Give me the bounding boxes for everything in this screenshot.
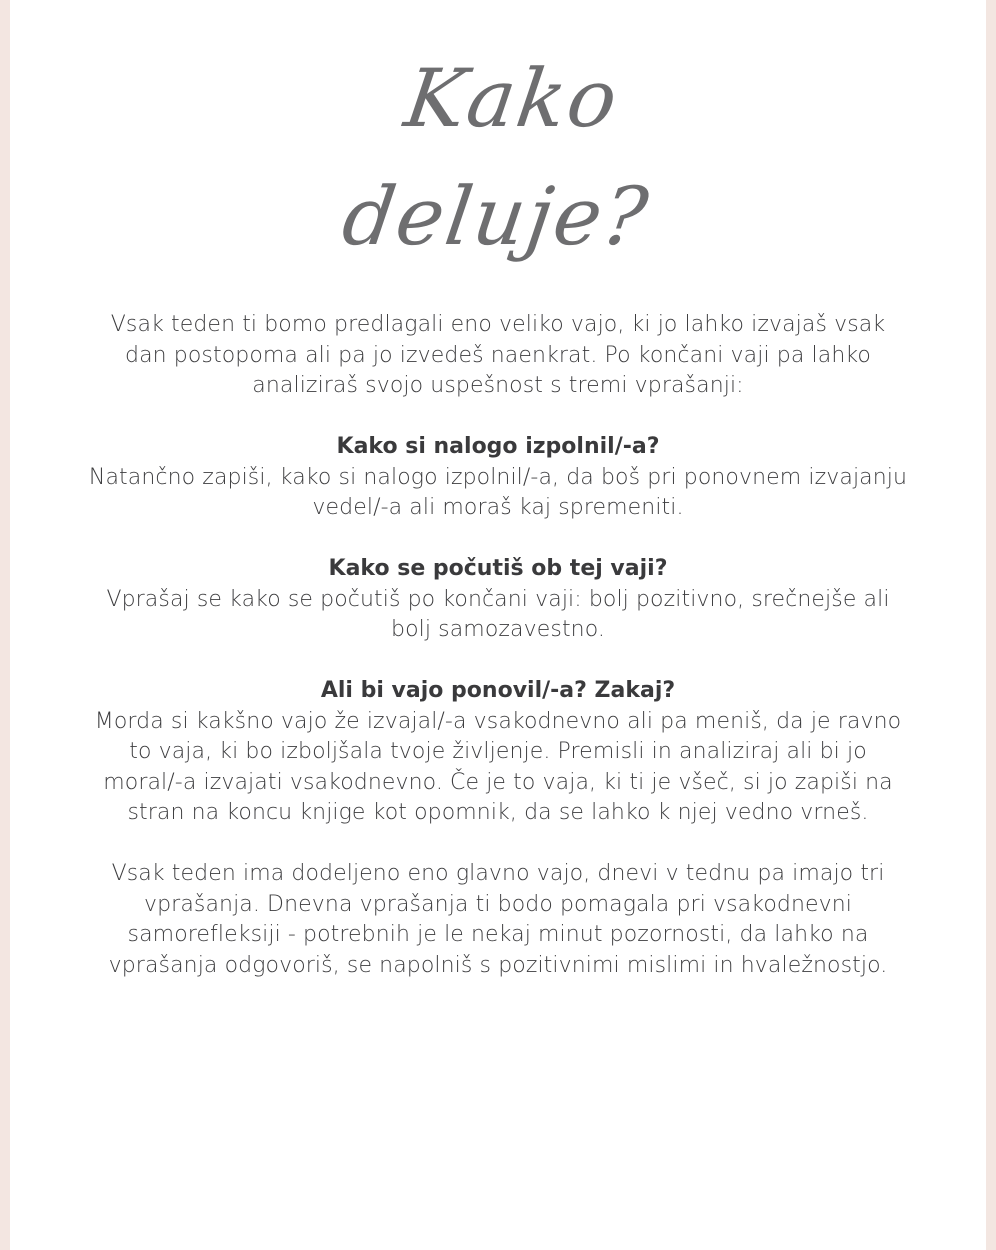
title-line-2: deluje? <box>337 170 655 263</box>
question-text-3: Morda si kakšno vajo že izvajal/-a vsakodnevno ali pa meniš, da je ravno to vaja, ki bo izboljšala tvoje življenje. Premisli in analiziraj ali bi jo moral/-a izvajati vsakodnevno. Če je to vaja, ki ti je všeč, si jo zapiši na stran na koncu knjige kot opomnik, da se lahko k njej vedno vrneš. <box>94 708 902 825</box>
title-line-1: Kako <box>399 52 625 145</box>
closing-paragraph: Vsak teden ima dodeljeno eno glavno vajo, dnevi v tednu pa imajo tri vprašanja. Dnevna vprašanja ti bodo pomagala pri vsakodnevni samorefleksiji - potrebnih je le nekaj minut pozornosti, da lahko na vprašanja odgovoriš, se napolniš s pozitivnimi mislimi in hvaležnostjo. <box>108 861 888 978</box>
body-text <box>88 310 908 981</box>
question-heading-2: Kako se počutiš ob tej vaji? <box>328 556 668 581</box>
question-text-2: Vprašaj se kako se počutiš po končani vaji: bolj pozitivno, srečnejše ali bolj samozavestno. <box>106 586 890 642</box>
intro-paragraph: Vsak teden ti bomo predlagali eno veliko vajo, ki jo lahko izvajaš vsak dan postopoma ali pa jo izvedeš naenkrat. Po končani vaji pa lahko analiziraš svojo uspešnost s tremi vprašanji: <box>110 312 886 398</box>
question-heading-1: Kako si nalogo izpolnil/-a? <box>336 434 660 459</box>
question-text-1: Natančno zapiši, kako si nalogo izpolnil/-a, da boš pri ponovnem izvajanju vedel/-a ali moraš kaj spremeniti. <box>88 464 908 520</box>
page <box>10 0 986 1250</box>
question-heading-3: Ali bi vajo ponovil/-a? Zakaj? <box>320 678 676 703</box>
page-title <box>10 40 986 276</box>
